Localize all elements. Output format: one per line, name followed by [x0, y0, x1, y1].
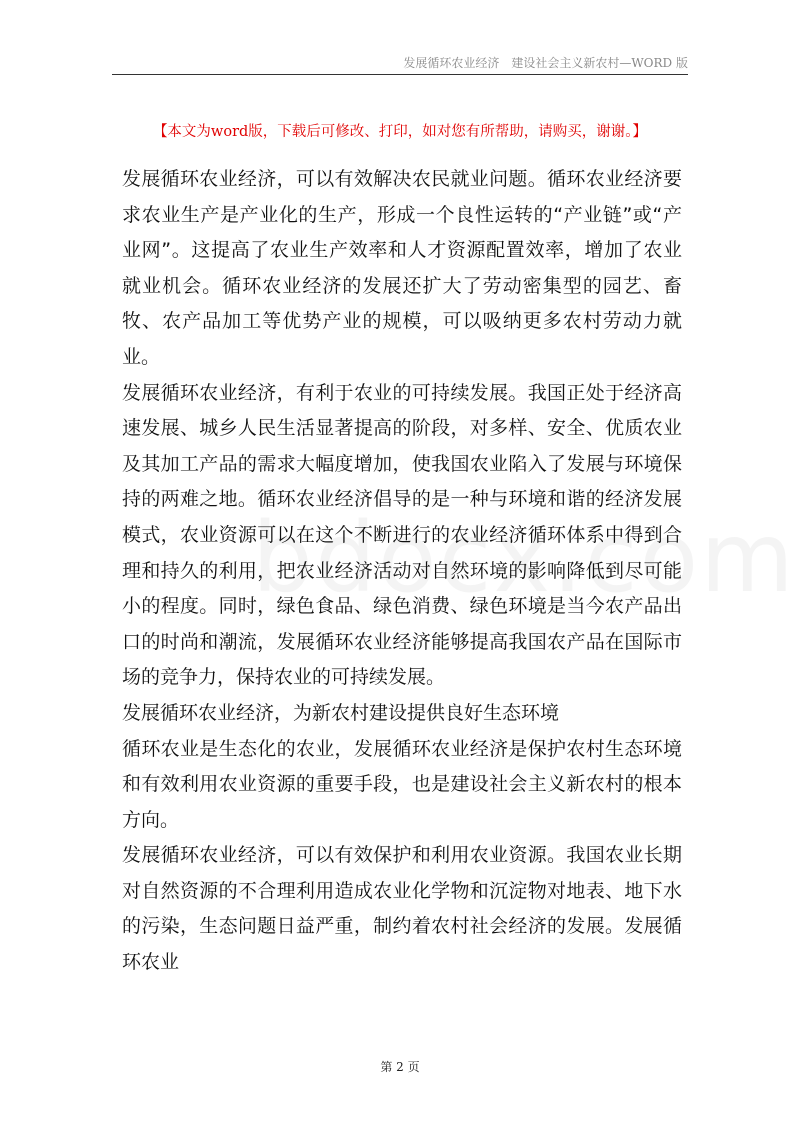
paragraph: 发展循环农业经济，可以有效保护和利用农业资源。我国农业长期对自然资源的不合理利用造成农业化学物和沉淀物对地表、地下水的污染，生态问题日益严重，制约着农村社会经济的发展。发展循环农业 — [122, 844, 682, 974]
page-number: 第 2 页 — [380, 1060, 420, 1074]
page-header — [112, 52, 688, 75]
paragraph: 循环农业是生态化的农业，发展循环农业经济是保护农村生态环境和有效利用农业资源的重要手段，也是建设社会主义新农村的根本方向。 — [122, 737, 682, 831]
section-heading: 发展循环农业经济，为新农村建设提供良好生态环境 — [122, 701, 560, 724]
paragraph: 发展循环农业经济，有利于农业的可持续发展。我国正处于经济高速发展、城乡人民生活显著提高的阶段，对多样、安全、优质农业及其加工产品的需求大幅度增加，使我国农业陷入了发展与环境保持的两难之地。循环农业经济倡导的是一种与环境和谐的经济发展模式，农业资源可以在这个不断进行的农业经济循环体系中得到合理和持久的利用，把农业经济活动对自然环境的影响降低到尽可能小的程度。同时，绿色食品、绿色消费、绿色环境是当今农产品出口的时尚和潮流，发展循环农业经济能够提高我国农产品在国际市场的竞争力，保持农业的可持续发展。 — [122, 381, 682, 689]
header-title: 发展循环农业经济 建设社会主义新农村—WORD 版 — [403, 56, 688, 70]
download-notice: 【本文为word版，下载后可修改、打印，如对您有所帮助，请购买，谢谢。】 — [152, 124, 648, 140]
paragraph: 发展循环农业经济，可以有效解决农民就业问题。循环农业经济要求农业生产是产业化的生产，形成一个良性运转的“产业链”或“产业网”。这提高了农业生产效率和人才资源配置效率，增加了农业就业机会。循环农业经济的发展还扩大了劳动密集型的园艺、畜牧、农产品加工等优势产业的规模，可以吸纳更多农村劳动力就业。 — [122, 168, 682, 368]
document-body — [122, 162, 682, 981]
